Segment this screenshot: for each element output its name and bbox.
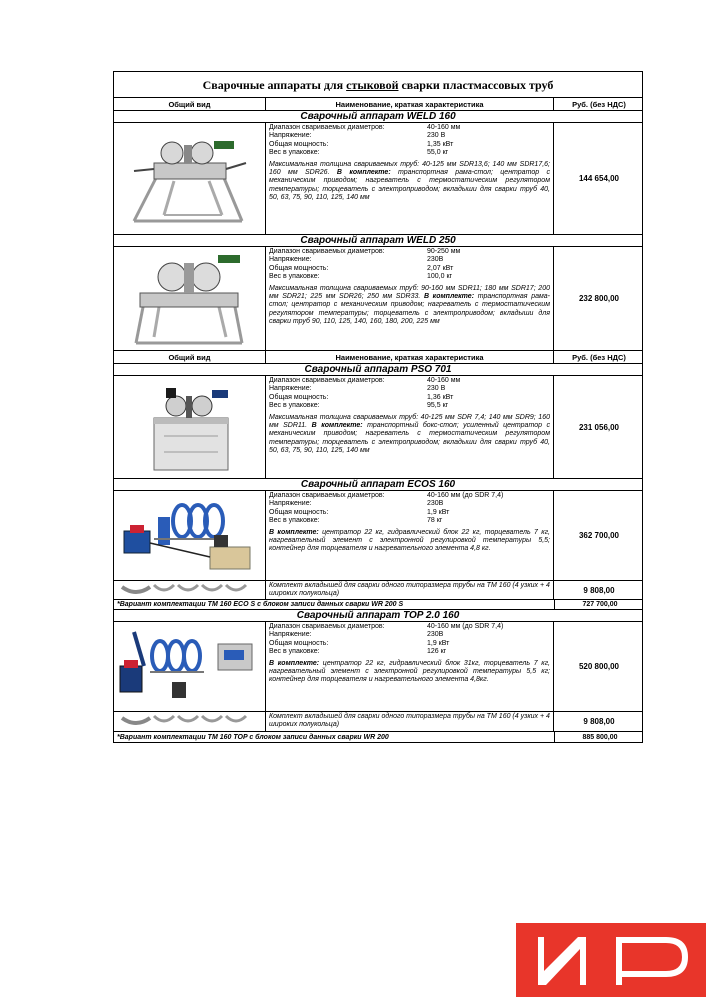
kit-price: 9 808,00 — [583, 717, 615, 726]
product-specs — [266, 247, 554, 350]
variant-label: *Вариант комплектации ТМ 160 ECO S с блоком записи данных сварки WR 200 S — [117, 601, 404, 608]
product-image — [114, 376, 266, 478]
spec-line: Напряжение: 230В — [269, 256, 444, 264]
variant-price: 727 700,00 — [554, 600, 645, 609]
variant-label: *Вариант комплектации ТМ 160 TOP с блоком записи данных сварки WR 200 — [117, 734, 389, 741]
variant-row — [114, 600, 642, 610]
kit-row — [114, 581, 642, 600]
product-specs — [266, 123, 554, 234]
spec-line: Вес в упаковке: 78 кг — [269, 517, 443, 525]
kit-description: Комплект вкладышей для сварки одного типоразмера трубы на ТМ 160 (4 узких + 4 широких полукольца) — [266, 581, 554, 599]
product-row — [114, 376, 642, 479]
product-price: 231 056,00 — [578, 422, 620, 432]
insert-rings-icon — [114, 712, 264, 731]
product-price: 144 654,00 — [578, 174, 620, 183]
product-description: Максимальная толщина свариваемых труб: 90-160 мм SDR11; 180 мм SDR17; 200 мм SDR21; 225 мм SDR26; 250 мм SDR33. В комплекте: транспортная рама-стол; центратор с механическим приводом; нагреватель с термостатическим регулятором температуры; торцеватель с электроприводом; вкладыши для сварки труб 90, 110, 125, 140, 160, 180, 200, 225 мм — [269, 284, 551, 326]
spec-line: Диапазон свариваемых диаметров: 40-160 мм (до SDR 7,4) — [269, 623, 504, 630]
product-description: Максимальная толщина свариваемых труб: 40-125 мм SDR 7,4; 140 мм SDR9; 160 мм SDR11. В комплекте: транспортный бокс-стол; усиленный центратор с механическим приводом; нагреватель с термостатическим регулятором температуры; торцеватель с электроприводом; вкладыши для сварки труб 40, 50, 63, 75, 90, 110, 125, 140 мм — [269, 413, 551, 455]
spec-line: Вес в упаковке: 126 кг — [269, 648, 447, 656]
product-title: Сварочный аппарат PSO 701 — [114, 364, 642, 376]
product-row — [114, 247, 642, 351]
product-price: 232 800,00 — [578, 294, 620, 303]
product-price: 362 700,00 — [578, 531, 620, 540]
spec-line: Общая мощность: 1,9 кВт — [269, 508, 450, 516]
product-image — [114, 622, 266, 711]
table-header — [114, 98, 642, 111]
spec-line: Диапазон свариваемых диаметров: 90-250 мм — [269, 248, 461, 255]
header-view: Общий вид — [114, 98, 266, 110]
product-title: Сварочный аппарат WELD 250 — [114, 235, 642, 247]
spec-line: Вес в упаковке: 55,0 кг — [269, 149, 449, 157]
header-price: Руб. (без НДС) — [572, 352, 626, 362]
product-image — [114, 247, 266, 350]
price-list-table — [113, 71, 643, 743]
ir-logo-icon — [516, 923, 706, 997]
spec-line: Диапазон свариваемых диаметров: 40-160 мм (до SDR 7,4) — [269, 492, 504, 499]
spec-line: Общая мощность: 1,9 кВт — [269, 639, 450, 647]
company-logo — [516, 923, 706, 997]
product-specs — [266, 622, 554, 711]
kit-description: Комплект вкладышей для сварки одного типоразмера трубы на ТМ 160 (4 узких + 4 широких полукольца) — [266, 712, 554, 731]
product-image — [114, 581, 266, 599]
variant-row — [114, 732, 642, 743]
product-specs — [266, 491, 554, 580]
product-row — [114, 123, 642, 235]
kit-row — [114, 712, 642, 732]
header-name: Наименование, краткая характеристика — [266, 98, 554, 110]
hydraulic-welder-icon — [114, 491, 264, 579]
kit-price: 9 808,00 — [583, 585, 615, 595]
product-specs — [266, 376, 554, 478]
product-price: 520 800,00 — [578, 662, 620, 671]
spec-line: Вес в упаковке: 100,0 кг — [269, 273, 453, 281]
header-price: Руб. (без НДС) — [572, 99, 626, 109]
product-title: Сварочный аппарат ECOS 160 — [114, 479, 642, 491]
spec-line: Напряжение: 230В — [269, 500, 444, 508]
product-image — [114, 712, 266, 731]
spec-line: Напряжение: 230 В — [269, 385, 446, 393]
spec-line: Диапазон свариваемых диаметров: 40-160 мм — [269, 124, 461, 131]
welding-machine-icon — [114, 376, 264, 477]
header-view: Общий вид — [114, 351, 266, 363]
product-description: Максимальная толщина свариваемых труб: 40-125 мм SDR13,6; 140 мм SDR17,6; 160 мм SDR26. В комплекте: транспортная рама-стол; центратор с механическим приводом; нагреватель с термостатическим регулятором температуры; торцеватель с электроприводом; вкладыши для сварки труб 40, 50, 63, 75, 90, 110, 125, 140 мм — [269, 160, 550, 202]
product-image — [114, 491, 266, 580]
welding-machine-icon — [114, 123, 264, 233]
welding-machine-icon — [114, 247, 264, 349]
spec-line: Общая мощность: 1,36 кВт — [269, 393, 454, 401]
spec-line: Диапазон свариваемых диаметров: 40-160 мм — [269, 377, 461, 384]
header-name: Наименование, краткая характеристика — [266, 351, 554, 363]
insert-rings-icon — [114, 581, 264, 599]
page-title: Сварочные аппараты для стыковой сварки пластмассовых труб — [114, 72, 642, 98]
product-title: Сварочный аппарат TOP 2.0 160 — [114, 610, 642, 622]
product-title: Сварочный аппарат WELD 160 — [114, 111, 642, 123]
product-image — [114, 123, 266, 234]
spec-line: Общая мощность: 1,35 кВт — [269, 140, 454, 148]
spec-line: Напряжение: 230В — [269, 631, 444, 639]
product-row — [114, 622, 642, 712]
spec-line: Напряжение: 230 В — [269, 132, 446, 140]
hydraulic-welder-icon — [114, 622, 264, 710]
product-description: В комплекте: центратор 22 кг, гидравлический блок 22 кг, торцеватель 7 кг, нагревательный элемент с электронной регулировкой температуры 5,5; контейнер для торцевателя и нагревательного элемента 4,8 кг. — [269, 528, 550, 553]
table-header — [114, 351, 642, 364]
spec-line: Общая мощность: 2,07 кВт — [269, 264, 454, 272]
product-row — [114, 491, 642, 581]
product-description: В комплекте: центратор 22 кг, гидравлический блок 31кг, торцеватель 7 кг, нагревательный элемент с электронной регулировкой температуры 5,5 кг; контейнер для торцевателя и нагревательного элемента 4,8кг. — [269, 659, 550, 684]
spec-line: Вес в упаковке: 95,5 кг — [269, 402, 449, 410]
variant-price: 885 800,00 — [554, 732, 645, 743]
